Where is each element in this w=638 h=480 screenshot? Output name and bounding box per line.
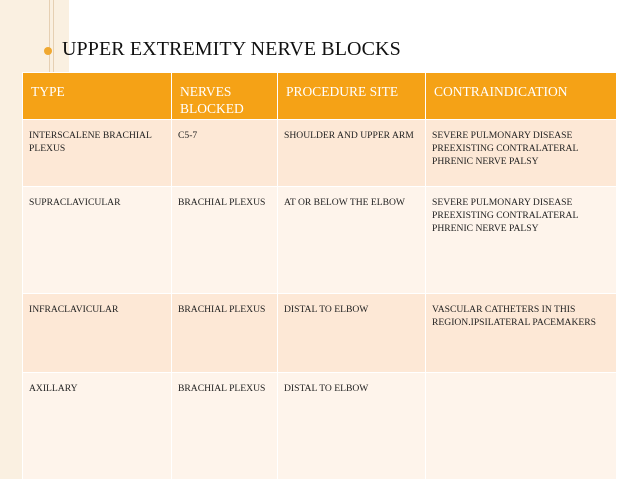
table-row: [23, 293, 617, 372]
cell-contraindication: [426, 120, 617, 187]
cell-type: [23, 293, 172, 372]
header-contraindication: [426, 73, 617, 120]
table-row: [23, 120, 617, 187]
header-procedure-site: [278, 73, 426, 120]
cell-text: SUPRACLAVICULAR: [29, 197, 121, 209]
cell-nerves: [172, 187, 278, 294]
cell-contraindication: [426, 373, 617, 480]
cell-text: SEVERE PULMONARY DISEASE PREEXISTING CONTRALATERAL PHRENIC NERVE PALSY: [432, 130, 578, 167]
cell-text: AT OR BELOW THE ELBOW: [284, 197, 405, 209]
cell-nerves: [172, 120, 278, 187]
bullet-icon: [44, 47, 52, 55]
cell-text: DISTAL TO ELBOW: [284, 383, 369, 395]
cell-text: DISTAL TO ELBOW: [284, 303, 369, 315]
table-row: [23, 187, 617, 294]
header-label: CONTRAINDICATION: [434, 84, 568, 99]
cell-text: BRACHIAL PLEXUS: [178, 383, 266, 395]
nerve-blocks-table: [22, 72, 617, 480]
cell-type: [23, 187, 172, 294]
cell-text: INTERSCALENE BRACHIAL PLEXUS: [29, 130, 152, 154]
header-label: NERVES BLOCKED: [180, 84, 244, 116]
cell-text: AXILLARY: [29, 383, 78, 395]
cell-site: [278, 373, 426, 480]
table-row: [23, 373, 617, 480]
cell-text: BRACHIAL PLEXUS: [178, 303, 266, 315]
header-label: PROCEDURE SITE: [286, 84, 399, 99]
cell-text: VASCULAR CATHETERS IN THIS REGION.IPSILATERAL PACEMAKERS: [432, 303, 596, 328]
cell-contraindication: [426, 187, 617, 294]
cell-text: SHOULDER AND UPPER ARM: [284, 130, 414, 141]
cell-text: INFRACLAVICULAR: [29, 303, 119, 315]
cell-nerves: [172, 293, 278, 372]
cell-site: [278, 293, 426, 372]
cell-site: [278, 120, 426, 187]
table-header-row: [23, 73, 617, 120]
cell-type: [23, 120, 172, 187]
cell-text: BRACHIAL PLEXUS: [178, 197, 266, 209]
slide-title: UPPER EXTREMITY NERVE BLOCKS: [62, 38, 401, 60]
header-nerves-blocked: [172, 73, 278, 120]
cell-text: C5-7: [178, 130, 198, 141]
header-label: TYPE: [31, 84, 65, 99]
slide-heading: [44, 38, 401, 61]
cell-site: [278, 187, 426, 294]
cell-text: SEVERE PULMONARY DISEASE PREEXISTING CONTRALATERAL PHRENIC NERVE PALSY: [432, 197, 578, 235]
cell-contraindication: [426, 293, 617, 372]
cell-type: [23, 373, 172, 480]
cell-text: [426, 373, 616, 382]
header-type: [23, 73, 172, 120]
cell-nerves: [172, 373, 278, 480]
